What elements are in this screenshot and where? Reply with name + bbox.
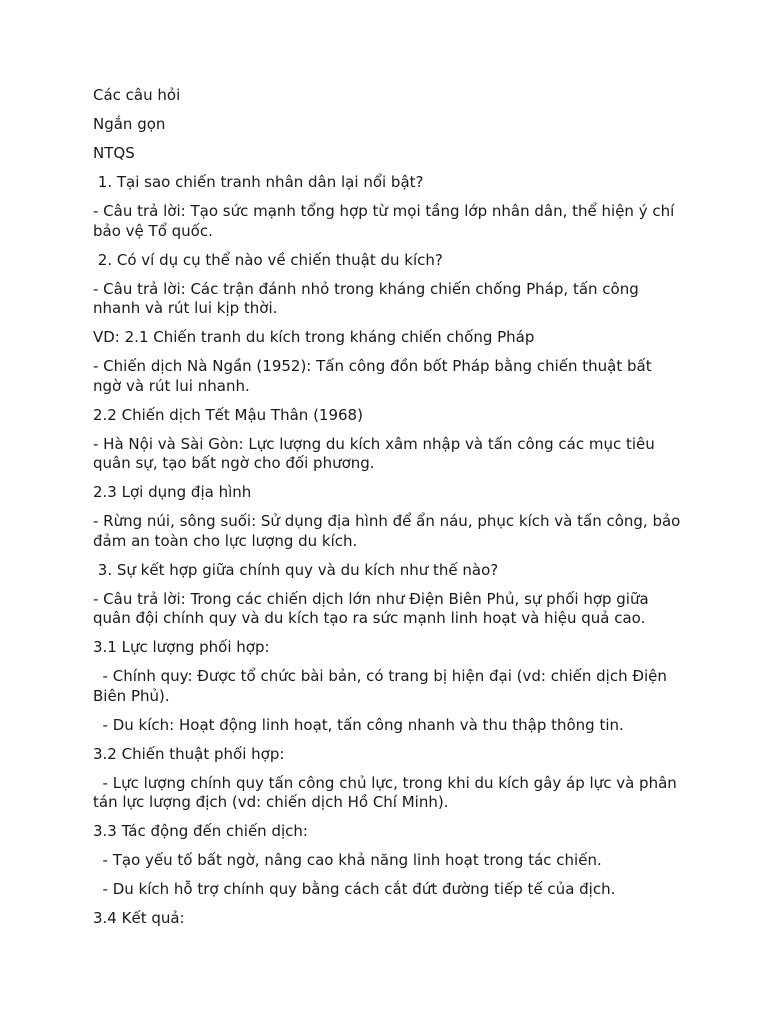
list-item: - Chính quy: Được tổ chức bài bản, có trang bị hiện đại (vd: chiến dịch Điện Biên Phủ). [93, 667, 672, 705]
section-heading: 3.3 Tác động đến chiến dịch: [93, 822, 308, 840]
list-item: - Du kích hỗ trợ chính quy bằng cách cắt đứt đường tiếp tế của địch. [93, 880, 616, 898]
section-heading: 3.1 Lực lượng phối hợp: [93, 638, 270, 656]
list-item: - Du kích: Hoạt động linh hoạt, tấn công nhanh và thu thập thông tin. [93, 715, 624, 734]
question-3: 3. Sự kết hợp giữa chính quy và du kích như thế nào? [93, 560, 499, 579]
example-heading: VD: 2.1 Chiến tranh du kích trong kháng chiến chống Pháp [93, 328, 535, 346]
question-1: 1. Tại sao chiến tranh nhân dân lại nổi bật? [93, 173, 424, 191]
list-item: - Tạo yếu tố bất ngờ, nâng cao khả năng linh hoạt trong tác chiến. [93, 851, 602, 869]
document-page [93, 86, 686, 938]
list-item: - Lực lượng chính quy tấn công chủ lực, trong khi du kích gây áp lực và phân tán lực lượng địch (vd: chiến dịch Hồ Chí Minh). [93, 773, 682, 811]
doc-subject: NTQS [93, 144, 135, 162]
doc-title: Các câu hỏi [93, 86, 181, 104]
example-item: - Chiến dịch Nà Ngần (1952): Tấn công đồn bốt Pháp bằng chiến thuật bất ngờ và rút lui nhanh. [93, 357, 657, 395]
section-heading: 3.2 Chiến thuật phối hợp: [93, 744, 285, 763]
section-heading: 3.4 Kết quả: [93, 909, 185, 927]
example-item: - Hà Nội và Sài Gòn: Lực lượng du kích xâm nhập và tấn công các mục tiêu quân sự, tạo bất ngờ cho đối phương. [93, 434, 660, 472]
section-heading: 2.3 Lợi dụng địa hình [93, 483, 252, 501]
question-2: 2. Có ví dụ cụ thể nào về chiến thuật du kích? [93, 250, 443, 269]
doc-subtitle: Ngắn gọn [93, 115, 166, 133]
example-item: - Rừng núi, sông suối: Sử dụng địa hình để ẩn náu, phục kích và tấn công, bảo đảm an toàn cho lực lượng du kích. [93, 512, 686, 550]
answer-3: - Câu trả lời: Trong các chiến dịch lớn như Điện Biên Phủ, sự phối hợp giữa quân đội chính quy và du kích tạo ra sức mạnh linh hoạt và hiệu quả cao. [93, 589, 654, 627]
answer-2: - Câu trả lời: Các trận đánh nhỏ trong kháng chiến chống Pháp, tấn công nhanh và rút lui kịp thời. [93, 279, 644, 317]
answer-1: - Câu trả lời: Tạo sức mạnh tổng hợp từ mọi tầng lớp nhân dân, thể hiện ý chí bảo vệ Tổ quốc. [93, 202, 680, 240]
section-heading: 2.2 Chiến dịch Tết Mậu Thân (1968) [93, 405, 363, 424]
